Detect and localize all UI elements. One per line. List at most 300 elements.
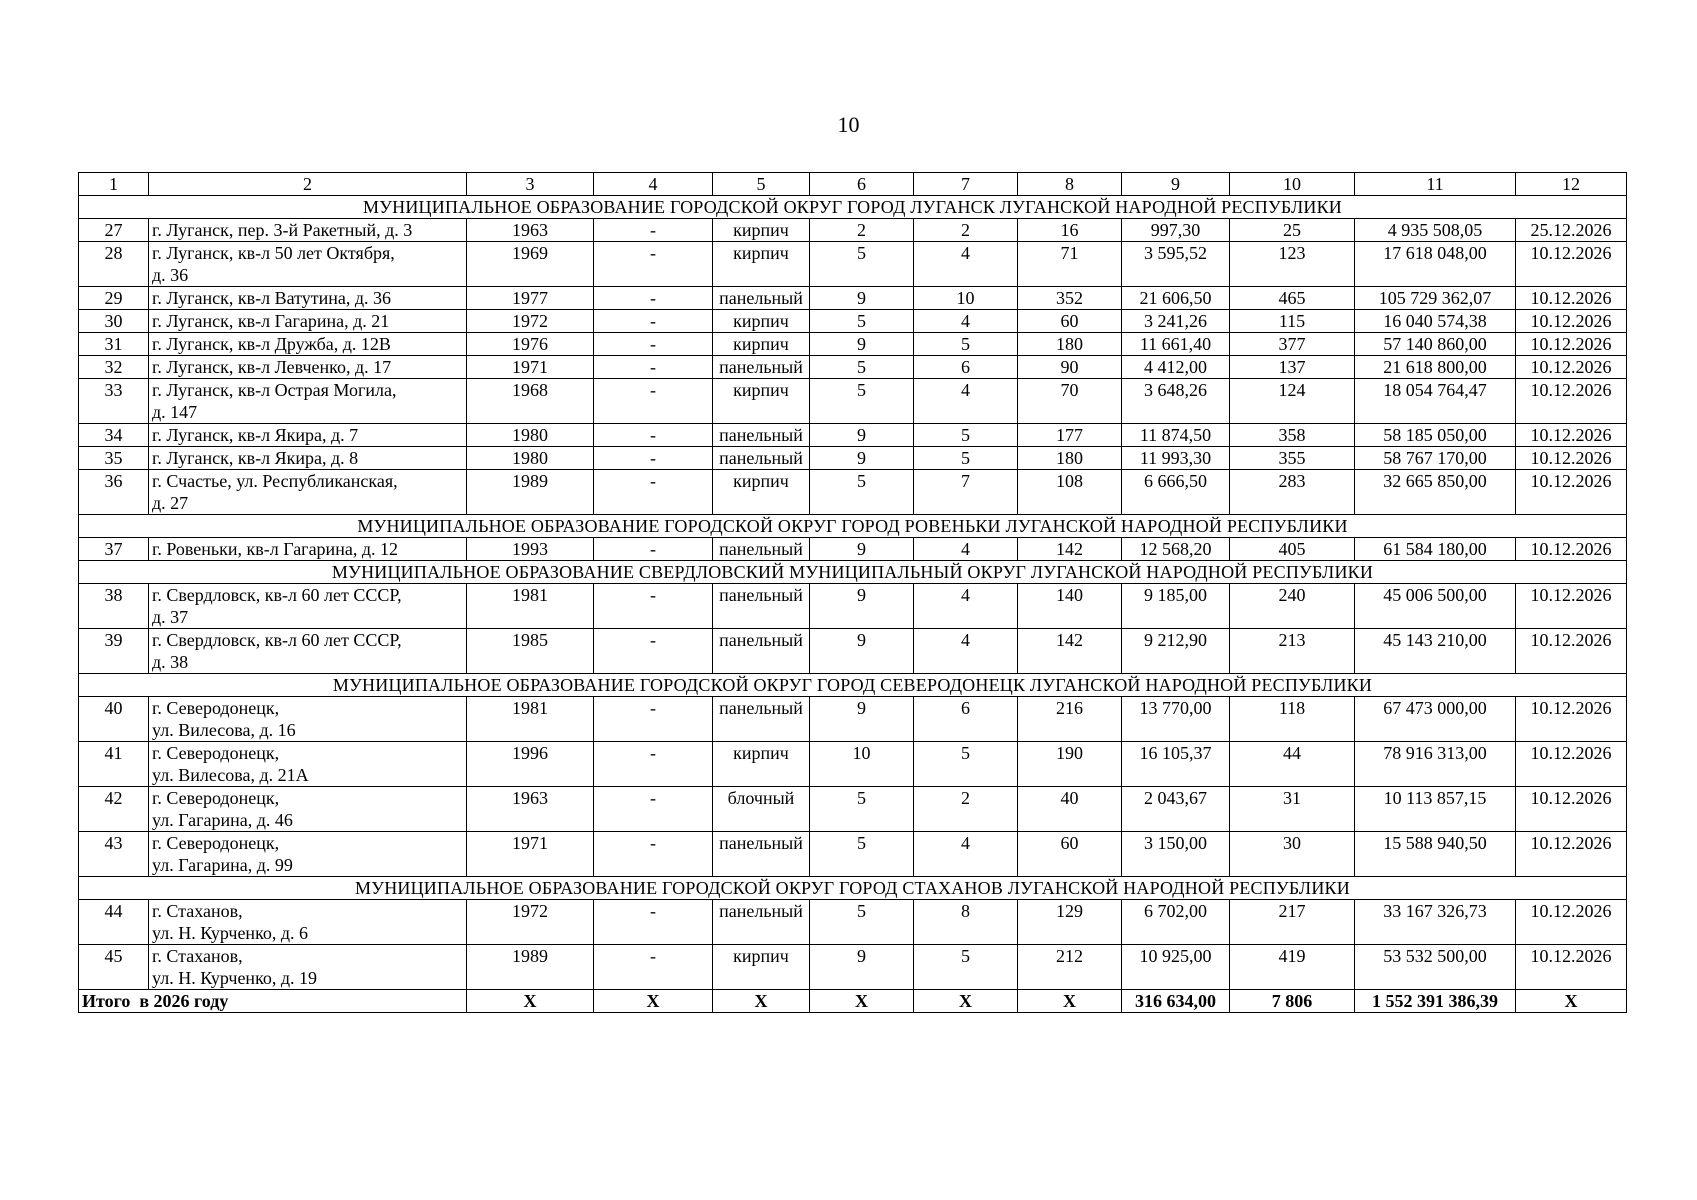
col9-cell: 11 874,50 [1122, 424, 1230, 447]
address-line: г. Счастье, ул. Республиканская, [152, 471, 398, 491]
address-cell [149, 447, 467, 470]
total-c10-cell: 7 806 [1230, 990, 1355, 1013]
col4-cell: - [594, 310, 713, 333]
address-line: г. Луганск, кв-л Якира, д. 7 [152, 425, 359, 445]
col8-cell: 70 [1018, 379, 1122, 424]
material-cell: панельный [713, 538, 810, 561]
col12-cell: 10.12.2026 [1516, 787, 1627, 832]
total-c9-cell: 316 634,00 [1122, 990, 1230, 1013]
col10-cell: 377 [1230, 333, 1355, 356]
col6-cell: 9 [810, 538, 914, 561]
col4-cell: - [594, 787, 713, 832]
col9-cell: 11 993,30 [1122, 447, 1230, 470]
col7-cell: 8 [914, 900, 1018, 945]
address-line: ул. Гагарина, д. 99 [152, 855, 293, 875]
address-cell [149, 333, 467, 356]
total-c11-cell: 1 552 391 386,39 [1355, 990, 1516, 1013]
table-row [79, 219, 1627, 242]
col7-cell: 5 [914, 742, 1018, 787]
address-line: г. Ровеньки, кв-л Гагарина, д. 12 [152, 539, 398, 559]
col12-cell: 10.12.2026 [1516, 470, 1627, 515]
address-line: ул. Гагарина, д. 46 [152, 810, 293, 830]
address-cell [149, 945, 467, 990]
address-line: г. Луганск, кв-л Гагарина, д. 21 [152, 311, 390, 331]
address-cell [149, 787, 467, 832]
year-cell: 1968 [467, 379, 594, 424]
col12-cell: 10.12.2026 [1516, 424, 1627, 447]
col8-cell: 180 [1018, 447, 1122, 470]
material-cell: панельный [713, 447, 810, 470]
col7-cell: 4 [914, 584, 1018, 629]
year-cell: 1972 [467, 310, 594, 333]
table-row [79, 242, 1627, 287]
col12-cell: 10.12.2026 [1516, 697, 1627, 742]
column-header: 6 [810, 173, 914, 196]
table-row [79, 287, 1627, 310]
col10-cell: 283 [1230, 470, 1355, 515]
col9-cell: 11 661,40 [1122, 333, 1230, 356]
address-cell [149, 470, 467, 515]
table-row [79, 900, 1627, 945]
col6-cell: 9 [810, 447, 914, 470]
material-cell: панельный [713, 832, 810, 877]
col7-cell: 5 [914, 945, 1018, 990]
address-line: г. Луганск, кв-л Дружба, д. 12В [152, 334, 391, 354]
col12-cell: 10.12.2026 [1516, 742, 1627, 787]
col9-cell: 13 770,00 [1122, 697, 1230, 742]
table-row [79, 310, 1627, 333]
col10-cell: 123 [1230, 242, 1355, 287]
column-header: 9 [1122, 173, 1230, 196]
col10-cell: 240 [1230, 584, 1355, 629]
section-title: МУНИЦИПАЛЬНОЕ ОБРАЗОВАНИЕ ГОРОДСКОЙ ОКРУГ ГОРОД СТАХАНОВ ЛУГАНСКОЙ НАРОДНОЙ РЕСПУБЛИКИ [79, 877, 1627, 900]
material-cell: кирпич [713, 379, 810, 424]
col8-cell: 177 [1018, 424, 1122, 447]
table-row [79, 470, 1627, 515]
total-row [79, 990, 1627, 1013]
material-cell: панельный [713, 584, 810, 629]
year-cell: 1980 [467, 447, 594, 470]
col10-cell: 30 [1230, 832, 1355, 877]
address-cell [149, 424, 467, 447]
col6-cell: 5 [810, 900, 914, 945]
col11-cell: 15 588 940,50 [1355, 832, 1516, 877]
col12-cell: 10.12.2026 [1516, 629, 1627, 674]
col8-cell: 180 [1018, 333, 1122, 356]
col11-cell: 53 532 500,00 [1355, 945, 1516, 990]
table-row [79, 379, 1627, 424]
table-body [79, 173, 1627, 1013]
col11-cell: 78 916 313,00 [1355, 742, 1516, 787]
address-line: д. 147 [152, 402, 198, 422]
material-cell: панельный [713, 900, 810, 945]
col8-cell: 212 [1018, 945, 1122, 990]
col6-cell: 9 [810, 424, 914, 447]
column-header: 10 [1230, 173, 1355, 196]
col9-cell: 21 606,50 [1122, 287, 1230, 310]
year-cell: 1996 [467, 742, 594, 787]
row-number: 33 [79, 379, 149, 424]
material-cell: блочный [713, 787, 810, 832]
page-number: 10 [837, 112, 860, 137]
address-cell [149, 629, 467, 674]
col12-cell: 10.12.2026 [1516, 379, 1627, 424]
col11-cell: 4 935 508,05 [1355, 219, 1516, 242]
row-number: 35 [79, 447, 149, 470]
table-row [79, 584, 1627, 629]
column-header: 5 [713, 173, 810, 196]
address-line: г. Северодонецк, [152, 788, 280, 808]
col9-cell: 12 568,20 [1122, 538, 1230, 561]
col6-cell: 9 [810, 333, 914, 356]
column-header: 4 [594, 173, 713, 196]
col7-cell: 6 [914, 356, 1018, 379]
row-number: 30 [79, 310, 149, 333]
year-cell: 1977 [467, 287, 594, 310]
address-line: д. 38 [152, 652, 189, 672]
col8-cell: 40 [1018, 787, 1122, 832]
col11-cell: 32 665 850,00 [1355, 470, 1516, 515]
col12-cell: 10.12.2026 [1516, 945, 1627, 990]
table-row [79, 697, 1627, 742]
section-header-row [79, 561, 1627, 584]
col11-cell: 58 767 170,00 [1355, 447, 1516, 470]
col9-cell: 3 595,52 [1122, 242, 1230, 287]
address-line: г. Стаханов, [152, 901, 243, 921]
col8-cell: 140 [1018, 584, 1122, 629]
year-cell: 1981 [467, 697, 594, 742]
section-title: МУНИЦИПАЛЬНОЕ ОБРАЗОВАНИЕ ГОРОДСКОЙ ОКРУГ ГОРОД РОВЕНЬКИ ЛУГАНСКОЙ НАРОДНОЙ РЕСПУБЛИКИ [79, 515, 1627, 538]
section-title: МУНИЦИПАЛЬНОЕ ОБРАЗОВАНИЕ ГОРОДСКОЙ ОКРУГ ГОРОД ЛУГАНСК ЛУГАНСКОЙ НАРОДНОЙ РЕСПУБЛИКИ [79, 196, 1627, 219]
col6-cell: 9 [810, 287, 914, 310]
table-row [79, 424, 1627, 447]
section-header-row [79, 196, 1627, 219]
col4-cell: - [594, 242, 713, 287]
address-cell [149, 742, 467, 787]
table-row [79, 742, 1627, 787]
col12-cell: 10.12.2026 [1516, 310, 1627, 333]
col7-cell: 2 [914, 787, 1018, 832]
column-header: 2 [149, 173, 467, 196]
col4-cell: - [594, 219, 713, 242]
address-line: г. Свердловск, кв-л 60 лет СССР, [152, 585, 402, 605]
address-line: г. Луганск, кв-л Ватутина, д. 36 [152, 288, 392, 308]
year-cell: 1989 [467, 470, 594, 515]
col8-cell: 216 [1018, 697, 1122, 742]
col12-cell: 10.12.2026 [1516, 832, 1627, 877]
address-line: г. Северодонецк, [152, 833, 280, 853]
col10-cell: 355 [1230, 447, 1355, 470]
col12-cell: 10.12.2026 [1516, 356, 1627, 379]
address-line: ул. Н. Курченко, д. 6 [152, 923, 309, 943]
col4-cell: - [594, 356, 713, 379]
address-line: г. Северодонецк, [152, 743, 280, 763]
row-number: 38 [79, 584, 149, 629]
table-row [79, 447, 1627, 470]
col11-cell: 10 113 857,15 [1355, 787, 1516, 832]
row-number: 36 [79, 470, 149, 515]
col6-cell: 5 [810, 832, 914, 877]
total-c12-cell: Х [1516, 990, 1627, 1013]
col10-cell: 25 [1230, 219, 1355, 242]
col12-cell: 25.12.2026 [1516, 219, 1627, 242]
address-line: г. Луганск, пер. 3-й Ракетный, д. 3 [152, 220, 413, 240]
year-cell: 1993 [467, 538, 594, 561]
material-cell: кирпич [713, 242, 810, 287]
material-cell: кирпич [713, 945, 810, 990]
col10-cell: 137 [1230, 356, 1355, 379]
year-cell: 1972 [467, 900, 594, 945]
address-cell [149, 219, 467, 242]
material-cell: панельный [713, 629, 810, 674]
col8-cell: 16 [1018, 219, 1122, 242]
col9-cell: 4 412,00 [1122, 356, 1230, 379]
col11-cell: 45 006 500,00 [1355, 584, 1516, 629]
row-number: 27 [79, 219, 149, 242]
col12-cell: 10.12.2026 [1516, 333, 1627, 356]
col9-cell: 9 185,00 [1122, 584, 1230, 629]
col6-cell: 5 [810, 310, 914, 333]
total-c5-cell: Х [713, 990, 810, 1013]
col4-cell: - [594, 697, 713, 742]
col8-cell: 108 [1018, 470, 1122, 515]
section-header-row [79, 877, 1627, 900]
address-cell [149, 538, 467, 561]
col4-cell: - [594, 447, 713, 470]
col12-cell: 10.12.2026 [1516, 242, 1627, 287]
table-row [79, 333, 1627, 356]
col11-cell: 17 618 048,00 [1355, 242, 1516, 287]
col10-cell: 213 [1230, 629, 1355, 674]
total-c3-cell: Х [467, 990, 594, 1013]
col7-cell: 4 [914, 538, 1018, 561]
table-row [79, 356, 1627, 379]
address-line: д. 27 [152, 493, 189, 513]
material-cell: кирпич [713, 219, 810, 242]
row-number: 39 [79, 629, 149, 674]
col10-cell: 217 [1230, 900, 1355, 945]
col10-cell: 115 [1230, 310, 1355, 333]
col6-cell: 9 [810, 584, 914, 629]
col9-cell: 3 150,00 [1122, 832, 1230, 877]
row-number: 29 [79, 287, 149, 310]
col7-cell: 4 [914, 629, 1018, 674]
col11-cell: 45 143 210,00 [1355, 629, 1516, 674]
address-line: ул. Н. Курченко, д. 19 [152, 968, 318, 988]
col6-cell: 9 [810, 945, 914, 990]
address-line: г. Луганск, кв-л 50 лет Октября, [152, 243, 395, 263]
col7-cell: 2 [914, 219, 1018, 242]
col9-cell: 3 648,26 [1122, 379, 1230, 424]
col11-cell: 16 040 574,38 [1355, 310, 1516, 333]
year-cell: 1980 [467, 424, 594, 447]
col4-cell: - [594, 424, 713, 447]
col7-cell: 5 [914, 447, 1018, 470]
column-header: 1 [79, 173, 149, 196]
year-cell: 1963 [467, 219, 594, 242]
col8-cell: 71 [1018, 242, 1122, 287]
col7-cell: 4 [914, 832, 1018, 877]
address-cell [149, 697, 467, 742]
col12-cell: 10.12.2026 [1516, 447, 1627, 470]
col11-cell: 105 729 362,07 [1355, 287, 1516, 310]
row-number: 40 [79, 697, 149, 742]
col6-cell: 5 [810, 470, 914, 515]
address-cell [149, 584, 467, 629]
col4-cell: - [594, 945, 713, 990]
year-cell: 1969 [467, 242, 594, 287]
row-number: 34 [79, 424, 149, 447]
row-number: 42 [79, 787, 149, 832]
col4-cell: - [594, 333, 713, 356]
col9-cell: 6 702,00 [1122, 900, 1230, 945]
address-line: г. Северодонецк, [152, 698, 280, 718]
col8-cell: 60 [1018, 832, 1122, 877]
col6-cell: 2 [810, 219, 914, 242]
address-line: г. Свердловск, кв-л 60 лет СССР, [152, 630, 402, 650]
row-number: 43 [79, 832, 149, 877]
col11-cell: 58 185 050,00 [1355, 424, 1516, 447]
col4-cell: - [594, 900, 713, 945]
col11-cell: 33 167 326,73 [1355, 900, 1516, 945]
address-cell [149, 287, 467, 310]
col12-cell: 10.12.2026 [1516, 900, 1627, 945]
col6-cell: 9 [810, 629, 914, 674]
address-line: г. Луганск, кв-л Якира, д. 8 [152, 448, 359, 468]
col12-cell: 10.12.2026 [1516, 584, 1627, 629]
col7-cell: 5 [914, 424, 1018, 447]
col8-cell: 90 [1018, 356, 1122, 379]
table-row [79, 945, 1627, 990]
material-cell: кирпич [713, 333, 810, 356]
col7-cell: 7 [914, 470, 1018, 515]
total-c7-cell: Х [914, 990, 1018, 1013]
address-line: г. Луганск, кв-л Левченко, д. 17 [152, 357, 392, 377]
address-line: г. Луганск, кв-л Острая Могила, [152, 380, 397, 400]
col6-cell: 5 [810, 379, 914, 424]
row-number: 28 [79, 242, 149, 287]
year-cell: 1985 [467, 629, 594, 674]
year-cell: 1976 [467, 333, 594, 356]
col9-cell: 997,30 [1122, 219, 1230, 242]
col6-cell: 5 [810, 356, 914, 379]
total-c6-cell: Х [810, 990, 914, 1013]
row-number: 41 [79, 742, 149, 787]
material-cell: панельный [713, 356, 810, 379]
row-number: 37 [79, 538, 149, 561]
col6-cell: 5 [810, 242, 914, 287]
total-c8-cell: Х [1018, 990, 1122, 1013]
col9-cell: 10 925,00 [1122, 945, 1230, 990]
col8-cell: 142 [1018, 629, 1122, 674]
material-cell: кирпич [713, 470, 810, 515]
col10-cell: 419 [1230, 945, 1355, 990]
col10-cell: 31 [1230, 787, 1355, 832]
col10-cell: 118 [1230, 697, 1355, 742]
col7-cell: 4 [914, 242, 1018, 287]
address-cell [149, 356, 467, 379]
col9-cell: 9 212,90 [1122, 629, 1230, 674]
column-header: 11 [1355, 173, 1516, 196]
col12-cell: 10.12.2026 [1516, 287, 1627, 310]
col10-cell: 44 [1230, 742, 1355, 787]
address-line: ул. Вилесова, д. 16 [152, 720, 296, 740]
col9-cell: 6 666,50 [1122, 470, 1230, 515]
material-cell: кирпич [713, 310, 810, 333]
total-c4-cell: Х [594, 990, 713, 1013]
year-cell: 1971 [467, 832, 594, 877]
col10-cell: 465 [1230, 287, 1355, 310]
col7-cell: 10 [914, 287, 1018, 310]
address-cell [149, 242, 467, 287]
col8-cell: 129 [1018, 900, 1122, 945]
address-line: г. Стаханов, [152, 946, 243, 966]
row-number: 45 [79, 945, 149, 990]
material-cell: кирпич [713, 742, 810, 787]
col10-cell: 124 [1230, 379, 1355, 424]
row-number: 32 [79, 356, 149, 379]
col11-cell: 21 618 800,00 [1355, 356, 1516, 379]
column-header-row [79, 173, 1627, 196]
col11-cell: 18 054 764,47 [1355, 379, 1516, 424]
column-header: 12 [1516, 173, 1627, 196]
col4-cell: - [594, 470, 713, 515]
col4-cell: - [594, 379, 713, 424]
col8-cell: 142 [1018, 538, 1122, 561]
col8-cell: 60 [1018, 310, 1122, 333]
total-label: Итого в 2026 году [79, 990, 467, 1013]
col4-cell: - [594, 287, 713, 310]
table-row [79, 832, 1627, 877]
year-cell: 1989 [467, 945, 594, 990]
housing-table [78, 172, 1627, 1013]
col11-cell: 57 140 860,00 [1355, 333, 1516, 356]
table-row [79, 629, 1627, 674]
table-row [79, 787, 1627, 832]
address-cell [149, 832, 467, 877]
col10-cell: 358 [1230, 424, 1355, 447]
col11-cell: 61 584 180,00 [1355, 538, 1516, 561]
column-header: 8 [1018, 173, 1122, 196]
year-cell: 1963 [467, 787, 594, 832]
address-line: д. 36 [152, 265, 189, 285]
col4-cell: - [594, 742, 713, 787]
col6-cell: 10 [810, 742, 914, 787]
col7-cell: 4 [914, 310, 1018, 333]
col8-cell: 190 [1018, 742, 1122, 787]
year-cell: 1981 [467, 584, 594, 629]
col7-cell: 5 [914, 333, 1018, 356]
row-number: 44 [79, 900, 149, 945]
column-header: 7 [914, 173, 1018, 196]
column-header: 3 [467, 173, 594, 196]
col4-cell: - [594, 538, 713, 561]
year-cell: 1971 [467, 356, 594, 379]
col6-cell: 9 [810, 697, 914, 742]
address-cell [149, 310, 467, 333]
col4-cell: - [594, 584, 713, 629]
col7-cell: 4 [914, 379, 1018, 424]
address-line: ул. Вилесова, д. 21А [152, 765, 309, 785]
col9-cell: 2 043,67 [1122, 787, 1230, 832]
col4-cell: - [594, 832, 713, 877]
material-cell: панельный [713, 424, 810, 447]
address-cell [149, 900, 467, 945]
section-title: МУНИЦИПАЛЬНОЕ ОБРАЗОВАНИЕ СВЕРДЛОВСКИЙ МУНИЦИПАЛЬНЫЙ ОКРУГ ЛУГАНСКОЙ НАРОДНОЙ РЕСПУБЛИКИ [79, 561, 1627, 584]
section-header-row [79, 515, 1627, 538]
col8-cell: 352 [1018, 287, 1122, 310]
col7-cell: 6 [914, 697, 1018, 742]
